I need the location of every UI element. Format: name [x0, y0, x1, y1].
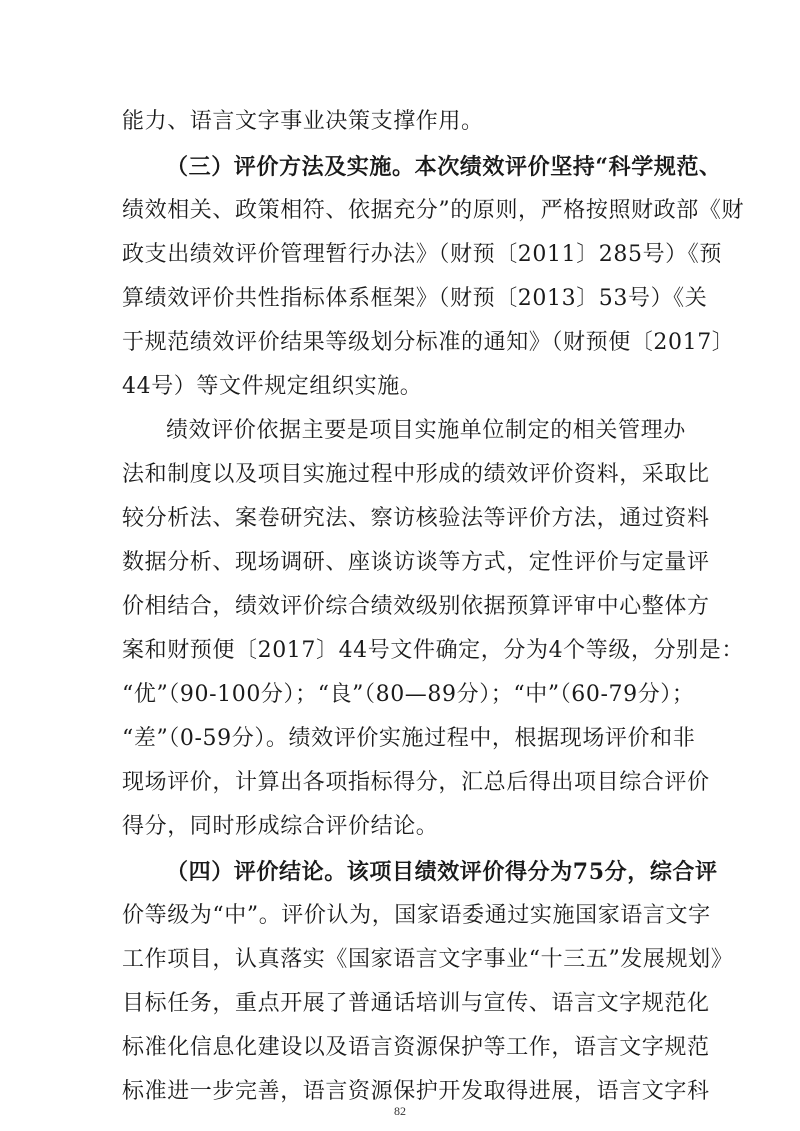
- paragraph-line: 价等级为“中”。评价认为，国家语委通过实施国家语言文字: [122, 903, 711, 928]
- paragraph-line: 绩效相关、政策相符、依据充分”的原则，严格按照财政部《财: [122, 198, 745, 223]
- paragraph-line: 数据分析、现场调研、座谈访谈等方式，定性评价与定量评: [122, 550, 710, 575]
- section-heading-line: （四）评价结论。该项目绩效评价得分为75分，综合评: [166, 859, 718, 885]
- page-number: 82: [394, 1104, 406, 1118]
- paragraph-line: 工作项目，认真落实《国家语言文字事业“十三五”发展规划》: [122, 947, 734, 972]
- section-heading-line: （三）评价方法及实施。本次绩效评价坚持“科学规范、: [166, 154, 722, 180]
- paragraph-line: 绩效评价依据主要是项目实施单位制定的相关管理办: [166, 418, 686, 443]
- paragraph-line: 标准进一步完善，语言资源保护开发取得进展，语言文字科: [122, 1079, 710, 1104]
- paragraph-line: 法和制度以及项目实施过程中形成的绩效评价资料，采取比: [122, 462, 710, 487]
- paragraph-line: 价相结合，绩效评价综合绩效级别依据预算评审中心整体方: [122, 594, 710, 619]
- paragraph-line: 较分析法、案卷研究法、察访核验法等评价方法，通过资料: [122, 506, 710, 531]
- paragraph-line: 于规范绩效评价结果等级划分标准的通知》（财预便〔2017〕: [122, 330, 735, 355]
- paragraph-line: 能力、语言文字事业决策支撑作用。: [122, 109, 484, 134]
- paragraph-line: 算绩效评价共性指标体系框架》（财预〔2013〕53号）《关: [122, 286, 708, 311]
- paragraph-line: 目标任务，重点开展了普通话培训与宣传、语言文字规范化: [122, 991, 710, 1016]
- paragraph-line: 标准化信息化建设以及语言资源保护等工作，语言文字规范: [122, 1035, 710, 1060]
- paragraph-line: 现场评价，计算出各项指标得分，汇总后得出项目综合评价: [122, 770, 710, 795]
- paragraph-line: 得分，同时形成综合评价结论。: [122, 814, 439, 839]
- paragraph-line: “优”（90-100分）；“良”（80—89分）；“中”（60-79分）；: [122, 682, 695, 707]
- paragraph-line: “差”（0-59分）。绩效评价实施过程中，根据现场评价和非: [122, 726, 696, 751]
- paragraph-line: 政支出绩效评价管理暂行办法》（财预〔2011〕285号）《预: [122, 242, 722, 267]
- paragraph-line: 案和财预便〔2017〕44号文件确定，分为4个等级，分别是：: [122, 638, 744, 663]
- paragraph-line: 44号）等文件规定组织实施。: [122, 374, 423, 399]
